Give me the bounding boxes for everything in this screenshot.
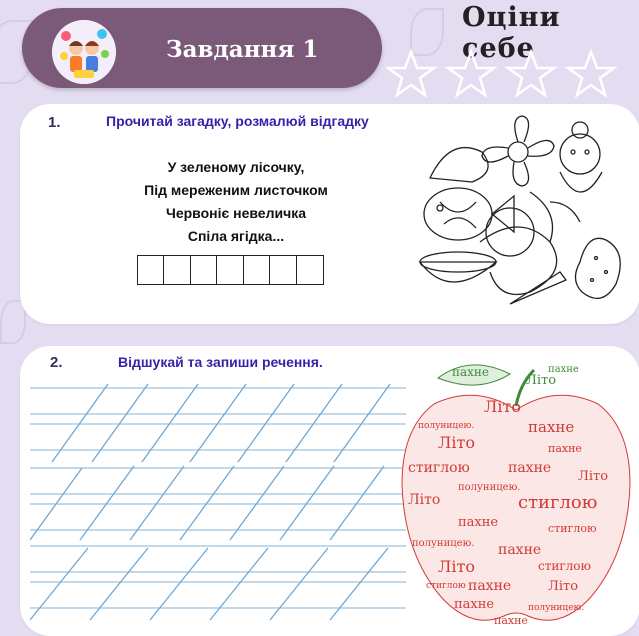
word-cloud-word: Літо bbox=[438, 433, 475, 452]
task-2-number: 2. bbox=[50, 354, 63, 371]
riddle-line: Під мереженим листочком bbox=[144, 182, 328, 198]
riddle-line: Спіла ягідка... bbox=[187, 228, 285, 244]
handwriting-lines[interactable] bbox=[30, 370, 406, 632]
word-cloud-word: стиглою bbox=[548, 522, 597, 535]
word-cloud-word: стиглою bbox=[538, 559, 591, 573]
word-cloud-word: стиглою bbox=[408, 460, 470, 476]
answer-cell[interactable] bbox=[269, 255, 297, 285]
word-cloud-word: пахне bbox=[452, 365, 490, 379]
answer-cells bbox=[138, 255, 324, 285]
answer-cell[interactable] bbox=[137, 255, 165, 285]
star-icon[interactable] bbox=[508, 52, 554, 95]
word-cloud-word: пахне bbox=[454, 597, 495, 612]
coloring-picture[interactable] bbox=[410, 112, 635, 318]
header-title: Завдання 1 bbox=[166, 36, 319, 63]
answer-cell[interactable] bbox=[296, 255, 324, 285]
answer-cell[interactable] bbox=[243, 255, 271, 285]
word-cloud-word: пахне bbox=[548, 364, 579, 375]
riddle-line: Червоніє невеличка bbox=[166, 205, 306, 221]
word-cloud-word: Літо bbox=[578, 469, 609, 484]
star-icon[interactable] bbox=[568, 52, 614, 95]
word-cloud-word: пахне bbox=[458, 515, 499, 530]
star-icon[interactable] bbox=[388, 52, 434, 95]
word-cloud-word: пахне bbox=[508, 460, 552, 476]
task-header bbox=[22, 8, 382, 88]
task-1-number: 1. bbox=[48, 114, 61, 131]
word-cloud-word: Літо bbox=[526, 373, 557, 388]
word-cloud-word: стиглою bbox=[426, 581, 466, 591]
riddle-line: У зеленому лісочку, bbox=[167, 159, 305, 175]
task-1-card bbox=[20, 104, 639, 324]
word-cloud-word: полуницею. bbox=[528, 603, 585, 613]
word-cloud-word: полуницею. bbox=[418, 421, 475, 431]
word-cloud-word: Літо bbox=[548, 579, 579, 594]
word-cloud-word: пахне bbox=[528, 418, 575, 436]
riddle-text bbox=[116, 156, 356, 248]
word-cloud-word: полуницею. bbox=[412, 538, 475, 549]
word-cloud-word: стиглою bbox=[518, 492, 598, 513]
answer-cell[interactable] bbox=[163, 255, 191, 285]
word-cloud-word: Літо bbox=[408, 492, 441, 508]
word-cloud-word: пахне bbox=[494, 614, 528, 627]
star-icon[interactable] bbox=[448, 52, 494, 95]
word-cloud-word: Літо bbox=[438, 557, 475, 576]
word-cloud-word: пахне bbox=[548, 442, 582, 455]
apple-word-cloud bbox=[398, 354, 634, 632]
word-cloud-word: Літо bbox=[484, 397, 521, 416]
task-2-instruction: Відшукай та запиши речення. bbox=[118, 354, 323, 370]
answer-cell[interactable] bbox=[190, 255, 218, 285]
children-avatar bbox=[52, 20, 116, 84]
answer-cell[interactable] bbox=[216, 255, 244, 285]
rating-stars bbox=[386, 46, 636, 106]
task-2-card bbox=[20, 346, 639, 636]
word-cloud-word: пахне bbox=[498, 542, 542, 558]
self-assessment-title: Оціни себе bbox=[462, 2, 561, 64]
task-1-instruction: Прочитай загадку, розмалюй відгадку bbox=[106, 113, 369, 129]
word-cloud-word: пахне bbox=[468, 578, 512, 594]
word-cloud-word: полуницею. bbox=[458, 482, 521, 493]
